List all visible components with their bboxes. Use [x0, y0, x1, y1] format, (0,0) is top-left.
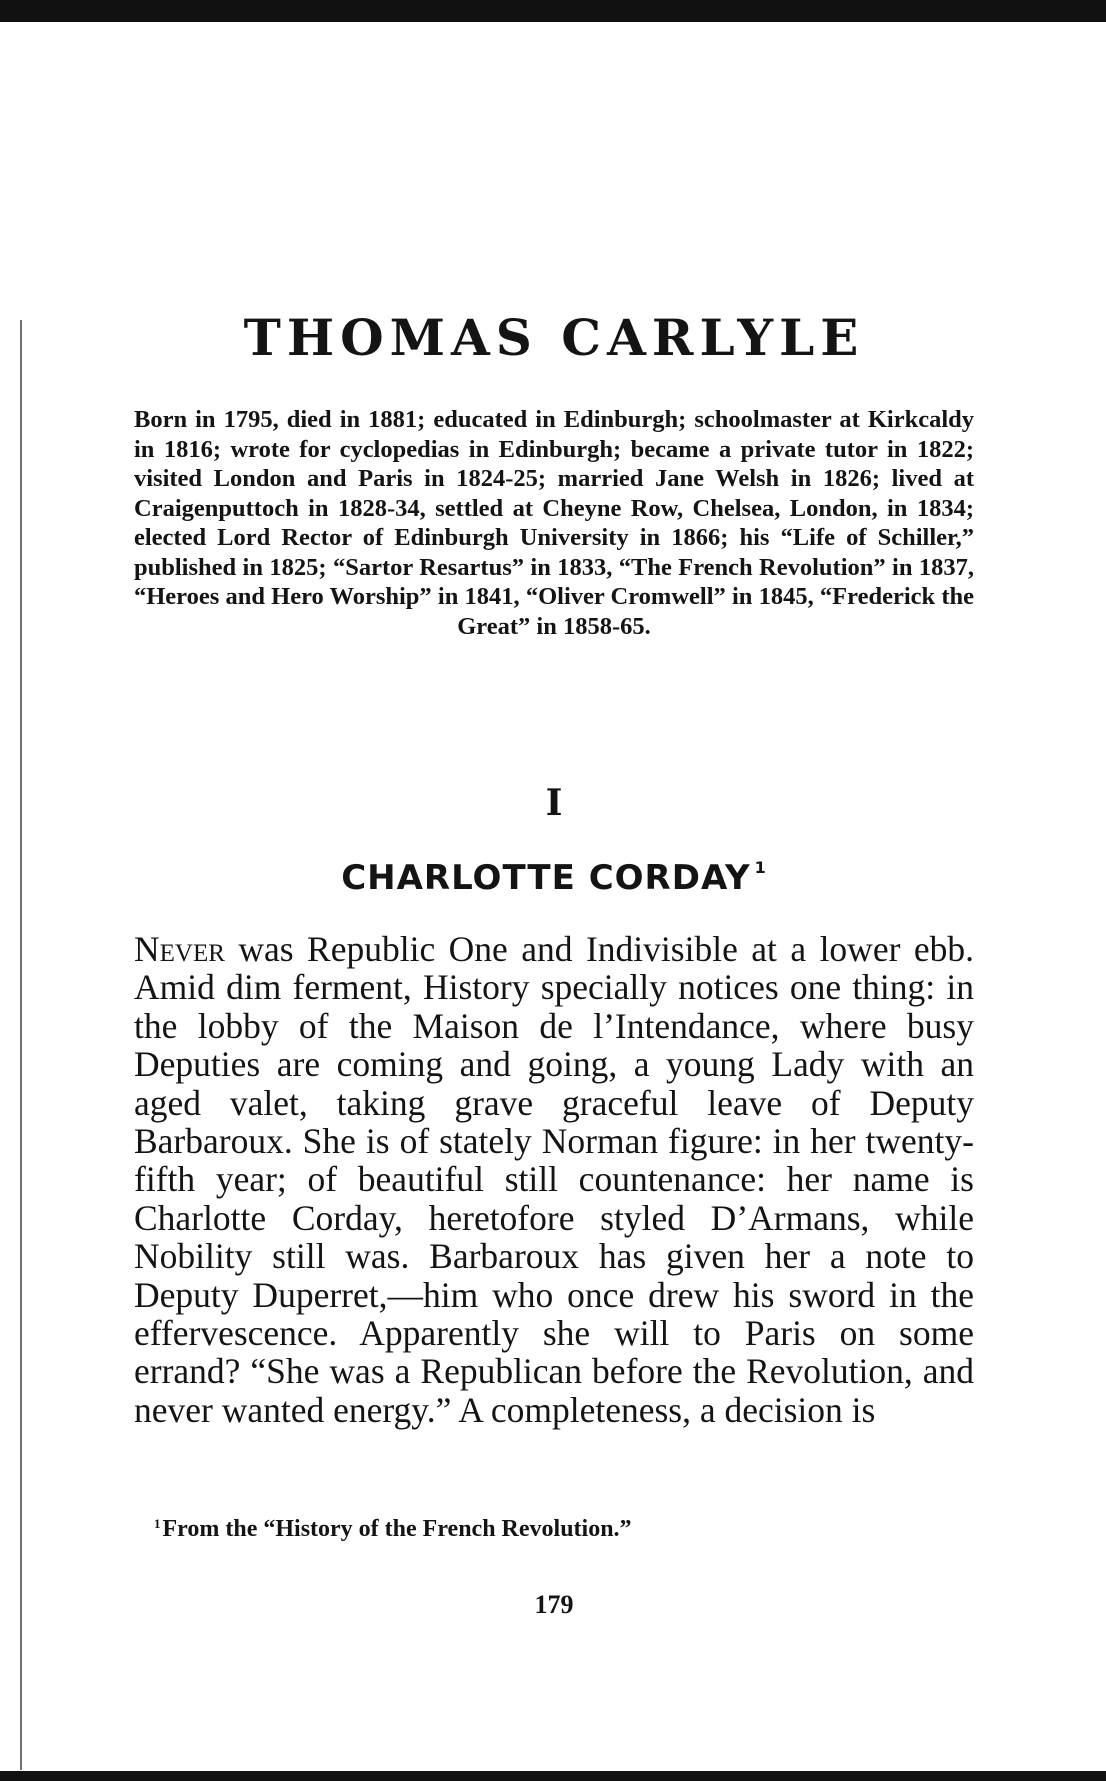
chapter-title [134, 858, 974, 898]
footnote-reference: 1 [754, 858, 767, 877]
scan-border-top [0, 0, 1106, 22]
chapter-numeral: I [545, 782, 563, 824]
footnote-marker: 1 [154, 1516, 161, 1531]
body-paragraph [134, 930, 974, 1429]
scan-border-bottom [0, 1771, 1106, 1781]
footnote-text: From the “History of the French Revolution.” [162, 1516, 632, 1542]
author-biography: Born in 1795, died in 1881; educated in Edinburgh; schoolmaster at Kirkcaldy in 1816; wrote for cyclopedias in Edinburgh; became a private tutor in 1822; visited London and Paris in 1824-25; married Jane Welsh in 1826; lived at Craigenputtoch in 1828-34, settled at Cheyne Row, Chelsea, London, in 1834; elected Lord Rector of Edinburgh University in 1866; his “Life of Schiller,” published in 1825; “Sartor Resartus” in 1833, “The French Revolution” in 1837, “Heroes and Hero Worship” in 1841, “Oliver Cromwell” in 1845, “Frederick the Great” in 1858-65. [134, 406, 974, 640]
body-text: was Republic One and Indivisible at a lower ebb. Amid dim ferment, History specially notices one thing: in the lobby of the Maison de l’Intendance, where busy Deputies are coming and going, a young Lady with an aged valet, taking grave graceful leave of Deputy Barbaroux. She is of stately Norman figure: in her twenty-fifth year; of beautiful still countenance: her name is Charlotte Corday, heretofore styled D’Armans, while Nobility still was. Barbaroux has given her a note to Deputy Duperret,—him who once drew his sword in the effervescence. Apparently she will to Paris on some errand? “She was a Republican before the Revolution, and never wanted energy.” A completeness, a decision is [134, 929, 974, 1430]
lead-word: Never [134, 929, 225, 969]
chapter-title-text: CHARLOTTE CORDAY [341, 858, 751, 898]
author-title: THOMAS CARLYLE [243, 308, 865, 367]
page-number: 179 [534, 1590, 574, 1619]
footnote [154, 1516, 974, 1543]
scan-border-left [20, 320, 22, 1770]
